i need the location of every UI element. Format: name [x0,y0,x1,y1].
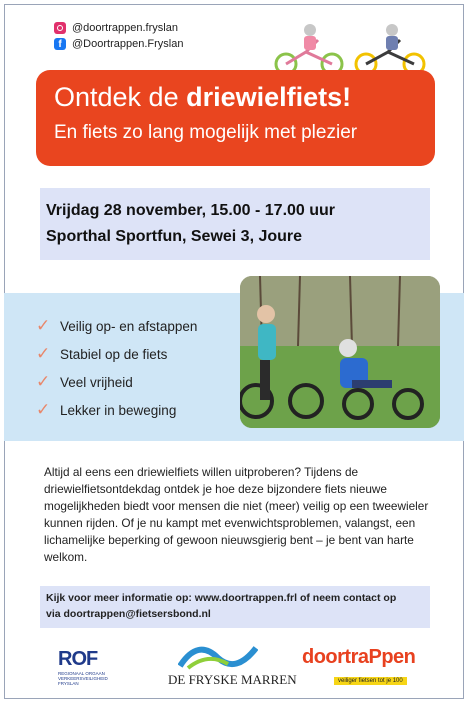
rof-logo-text: ROF [58,648,98,670]
benefit-label: Lekker in beweging [60,402,177,418]
headline-banner [36,70,435,166]
benefit-label: Stabiel op de fiets [60,346,168,362]
tricycle-photo [240,276,440,428]
instagram-text: @doortrappen.fryslan [72,22,178,34]
instagram-handle[interactable] [54,22,178,34]
headline-bold: driewielfiets! [186,82,352,112]
tricycle-illustration [272,12,432,76]
info-line-email[interactable]: via doortrappen@fietsersbond.nl [46,608,211,620]
subheadline: En fiets zo lang mogelijk met plezier [54,122,358,143]
doortrappen-text: doortraPpen [302,646,416,668]
fryske-marren-logo [168,636,297,694]
headline [54,82,351,113]
check-icon: ✓ [36,316,51,335]
rof-logo [58,648,120,686]
facebook-handle[interactable] [54,38,183,50]
check-icon: ✓ [36,372,51,391]
instagram-icon [54,22,66,34]
photo-scene [240,276,440,428]
benefit-item [36,372,133,392]
fryske-marren-text: DE FRYSKE MARREN [168,672,297,687]
benefit-item [36,344,167,364]
facebook-icon: f [54,38,66,50]
event-location: Sporthal Sportfun, Sewei 3, Joure [46,228,303,245]
doortrappen-tagline: veiliger fietsen tot je 100 [334,677,407,685]
check-icon: ✓ [36,400,51,419]
benefit-item [36,316,197,336]
event-details [40,188,430,260]
benefit-label: Veilig op- en afstappen [60,318,198,334]
fryske-marren-mark [178,636,258,670]
rof-logo-subtext: REGIONAAL ORGAAN VERKEERSVEILIGHEID FRYSLAN [58,671,108,686]
facebook-text: @Doortrappen.Fryslan [72,38,184,50]
benefit-label: Veel vrijheid [60,374,133,390]
contact-info [40,586,430,628]
doortrappen-logo [302,646,415,687]
event-date: Vrijdag 28 november, 15.00 - 17.00 uur [46,202,336,219]
info-line-website[interactable]: Kijk voor meer informatie op: www.doortrappen.frl of neem contact op [46,592,397,604]
description-paragraph: Altijd al eens een driewielfiets willen uitproberen? Tijdens de driewielfietsontdekdag ontdek je hoe deze bijzondere fiets nieuwe mogelijkheden biedt voor mensen die niet (meer) veilig op een tweewieler kunnen rijden. Of je nu kampt met evenwichtsproblemen, valangst, een lichamelijke beperking of gewoon nieuwsgierig bent – je bent van harte welkom. [44,465,429,564]
headline-prefix: Ontdek de [54,82,187,112]
check-icon: ✓ [36,344,51,363]
benefit-item [36,400,176,420]
